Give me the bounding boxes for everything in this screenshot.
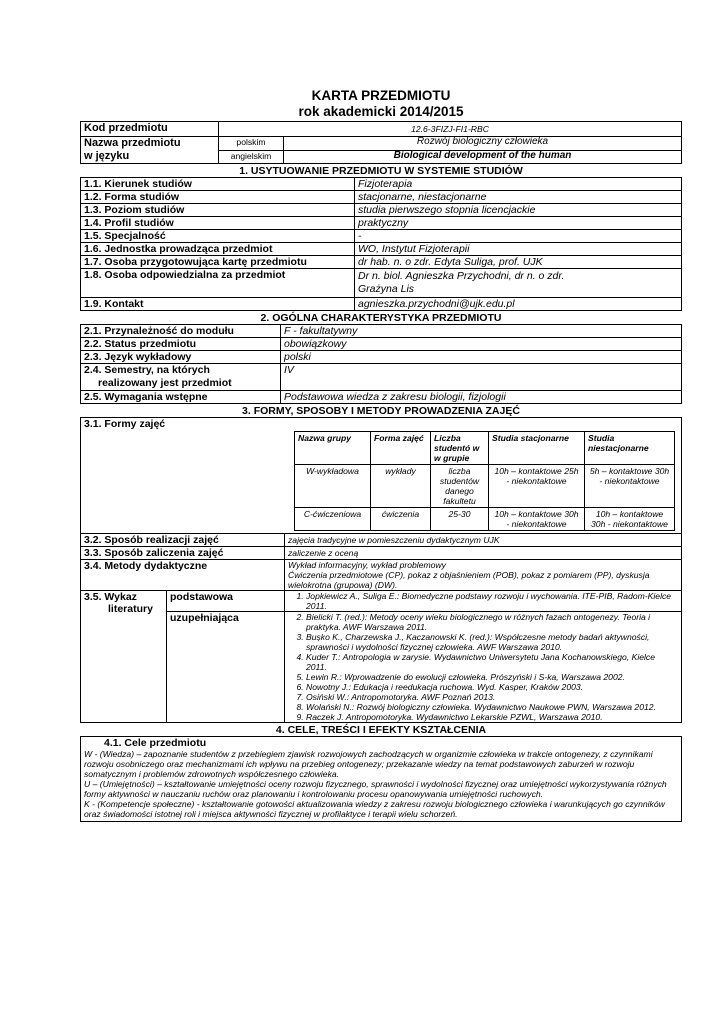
s1-value: WO, Instytut Fizjoterapii <box>355 243 682 256</box>
s1-value: praktyczny <box>355 217 682 230</box>
s1-label: 1.5. Specjalność <box>81 230 355 243</box>
s1-label: 1.2. Forma studiów <box>81 191 355 204</box>
forms-cell: liczba studentów danego fakultetu <box>431 465 489 508</box>
literature-label-line1: 3.5. Wykaz <box>84 591 137 603</box>
basic-lit-label: podstawowa <box>167 591 285 612</box>
academic-year: rok akademicki 2014/2015 <box>298 104 464 119</box>
course-name-label-line1: Nazwa przedmiotu <box>84 137 181 149</box>
section3-table <box>80 417 682 723</box>
methods-line1: Wykład informacyjny, wykład problemowy <box>288 560 446 570</box>
forms-cell: C-ćwiczeniowa <box>295 508 371 531</box>
grading-label: 3.3. Sposób zaliczenia zajęć <box>81 547 285 560</box>
forms-header: Forma zajęć <box>371 432 431 465</box>
s2-value: polski <box>281 351 682 364</box>
forms-header: Studia niestacjonarne <box>585 432 675 465</box>
s2-value: Podstawowa wiedza z zakresu biologii, fizjologii <box>281 391 682 404</box>
supp-lit-item: 9. Raczek J. Antropomotoryka. Wydawnictwo Lekarskie PZWL, Warszawa 2010. <box>306 712 678 722</box>
supp-lit-list <box>285 612 682 723</box>
supp-lit-item: 5. Lewin R.: Wprowadzenie do ewolucji człowieka. Prószyński i S-ka, Warszawa 2002. <box>306 672 678 682</box>
s1-label: 1.6. Jednostka prowadząca przedmiot <box>81 243 355 256</box>
forms-cell: ćwiczenia <box>371 508 431 531</box>
goal-knowledge: W - (Wiedza) – zapoznanie studentów z przebiegiem zjawisk rozwojowych zachodzących w organizmie człowieka w trakcie ontogenezy, z czynnikami rozwoju osobniczego oraz mechanizmami ich wpływu na przebieg ontogenezy; przekazanie wiedzy na temat podstawowych zaburzeń w rozwoju somatycznym i problemów zdrowotnych współczesnego człowieka. <box>84 749 653 779</box>
methods-label: 3.4. Metody dydaktyczne <box>81 560 285 591</box>
s2-value: IV <box>281 364 682 391</box>
course-code-value: 12.6-3FIZJ-FI1-RBC <box>219 122 682 137</box>
forms-cell: 5h – kontaktowe 30h - niekontaktowe <box>585 465 675 508</box>
methods-line2: Ćwiczenia przedmiotowe (CP), pokaz z objaśnieniem (POB), pokaz z pomiarem (PP), dyskusja wielokrotna (grupowa) (DW). <box>288 570 650 590</box>
supp-lit-item: 4. Kuder T.: Antropologia w zarysie. Wydawnictwo Uniwersytetu Jana Kochanowskiego, Kielce 2011. <box>306 652 678 672</box>
forms-cell: wykłady <box>371 465 431 508</box>
forms-cell: 10h – kontaktowe 25h - niekontaktowe <box>489 465 585 508</box>
s1-value-multiline <box>355 269 682 298</box>
goal-skills: U – (Umiejętności) – kształtowanie umiejętności oceny rozwoju fizycznego, sprawności i wydolności fizycznej oraz umiejętności wykorzystywania różnych formy aktywności w nauczaniu ruchów oraz planowaniu i kontrolowaniu procesu opanowywania umiejętności ruchowych. <box>84 779 667 799</box>
s1-value: dr hab. n. o zdr. Edyta Suliga, prof. UJK <box>355 256 682 269</box>
s1-value: Fizjoterapia <box>355 178 682 191</box>
forms-label: 3.1. Formy zajęć <box>84 418 166 430</box>
literature-label <box>81 591 167 723</box>
supp-lit-item: 7. Osiński W.: Antropomotoryka. AWF Poznań 2013. <box>306 692 678 702</box>
s2-value: F - fakultatywny <box>281 325 682 338</box>
goal-competences: K - (Kompetencje społeczne) - kształtowanie gotowości aktualizowania wiedzy z zakresu rozwoju biologicznego człowieka i warunkujących go czynników oraz świadomości istotnej roli i miejsca aktywności fizycznej w profilaktyce i terapii wielu schorzeń. <box>84 799 665 819</box>
s1-label: 1.4. Profil studiów <box>81 217 355 230</box>
course-name-label <box>81 137 219 164</box>
goals-label: 4.1. Cele przedmiotu <box>104 737 207 749</box>
basic-lit-list <box>285 591 682 612</box>
realization-label: 3.2. Sposób realizacji zajęć <box>81 534 285 547</box>
semesters-label-line1: 2.4. Semestry, na których <box>84 364 210 376</box>
section1-heading: 1. USYTUOWANIE PRZEDMIOTU W SYSTEMIE STUDIÓW <box>239 165 523 177</box>
course-header-table <box>80 121 682 164</box>
forms-header: Studia stacjonarne <box>489 432 585 465</box>
forms-cell: 25-30 <box>431 508 489 531</box>
basic-lit-item: 1. Jopkiewicz A., Suliga E.: Biomedyczne podstawy rozwoju i wychowania. ITE-PIB, Radom-Kielce 2011. <box>306 591 678 611</box>
responsible-person-line1: Dr n. biol. Agnieszka Przychodni, dr n. o zdr. <box>358 270 565 282</box>
s1-label: 1.7. Osoba przygotowująca kartę przedmiotu <box>81 256 355 269</box>
lang-polish-label: polskim <box>219 137 284 151</box>
methods-value <box>285 560 682 591</box>
forms-cell: 10h – kontaktowe 30h - niekontaktowe <box>585 508 675 531</box>
section4-heading: 4. CELE, TREŚCI I EFEKTY KSZTAŁCENIA <box>275 724 487 736</box>
s2-label-multiline <box>81 364 281 391</box>
supp-lit-item: 3. Bușko K., Charzewska J., Kaczanowski K. (red.): Współczesne metody badań aktywności, sprawności i wydolności fizycznej człowieka. AWF Warszawa 2010. <box>306 632 678 652</box>
s1-value: studia pierwszego stopnia licencjackie <box>355 204 682 217</box>
s1-label: 1.9. Kontakt <box>81 298 355 311</box>
course-code-label: Kod przedmiotu <box>81 122 219 137</box>
forms-row <box>81 418 682 534</box>
document-title: KARTA PRZEDMIOTU <box>311 88 451 103</box>
course-name-label-line2: w języku <box>84 150 130 162</box>
course-name-english: Biological development of the human <box>284 150 682 164</box>
section4-table <box>80 736 682 822</box>
supp-lit-label: uzupełniająca <box>167 612 285 723</box>
section2-table <box>80 324 682 404</box>
section2-heading: 2. OGÓLNA CHARAKTERYSTYKA PRZEDMIOTU <box>260 312 502 324</box>
forms-header: Nazwa grupy <box>295 432 371 465</box>
supp-lit-item: 2. Bielicki T. (red.): Metody oceny wieku biologicznego w różnych fazach ontogenezy. Teoria i praktyka. AWF Warszawa 2011. <box>306 612 678 632</box>
s1-label: 1.8. Osoba odpowiedzialna za przedmiot <box>81 269 355 298</box>
course-card <box>80 88 682 822</box>
s2-label: 2.1. Przynależność do modułu <box>81 325 281 338</box>
s1-value: stacjonarne, niestacjonarne <box>355 191 682 204</box>
s1-label: 1.1. Kierunek studiów <box>81 178 355 191</box>
realization-value: zajęcia tradycyjne w pomieszczeniu dydaktycznym UJK <box>285 534 682 547</box>
s2-label: 2.5. Wymagania wstępne <box>81 391 281 404</box>
s2-value: obowiązkowy <box>281 338 682 351</box>
section1-table <box>80 177 682 311</box>
grading-value: zaliczenie z oceną <box>285 547 682 560</box>
s1-label: 1.3. Poziom studiów <box>81 204 355 217</box>
s2-label: 2.2. Status przedmiotu <box>81 338 281 351</box>
semesters-label-line2: realizowany jest przedmiot <box>98 377 232 389</box>
contact-email[interactable]: agnieszka.przychodni@ujk.edu.pl <box>355 298 682 311</box>
lang-english-label: angielskim <box>219 150 284 164</box>
goals-cell <box>81 737 682 822</box>
supp-lit-item: 6. Nowotny J.: Edukacja i reedukacja ruchowa. Wyd. Kasper, Kraków 2003. <box>306 682 678 692</box>
s2-label: 2.3. Język wykładowy <box>81 351 281 364</box>
s1-value: - <box>355 230 682 243</box>
supp-lit-item: 8. Wolański N.: Rozwój biologiczny człowieka. Wydawnictwo Naukowe PWN, Warszawa 2012. <box>306 702 678 712</box>
forms-table <box>294 431 675 531</box>
forms-cell: W-wykładowa <box>295 465 371 508</box>
responsible-person-line2: Grażyna Lis <box>358 283 415 295</box>
forms-header: Liczba studentó w w grupie <box>431 432 489 465</box>
section3-heading: 3. FORMY, SPOSOBY I METODY PROWADZENIA ZAJĘĆ <box>242 405 520 417</box>
course-name-polish: Rozwój biologiczny człowieka <box>284 137 682 151</box>
forms-cell: 10h – kontaktowe 30h - niekontaktowe <box>489 508 585 531</box>
literature-label-line2: literatury <box>108 603 153 615</box>
